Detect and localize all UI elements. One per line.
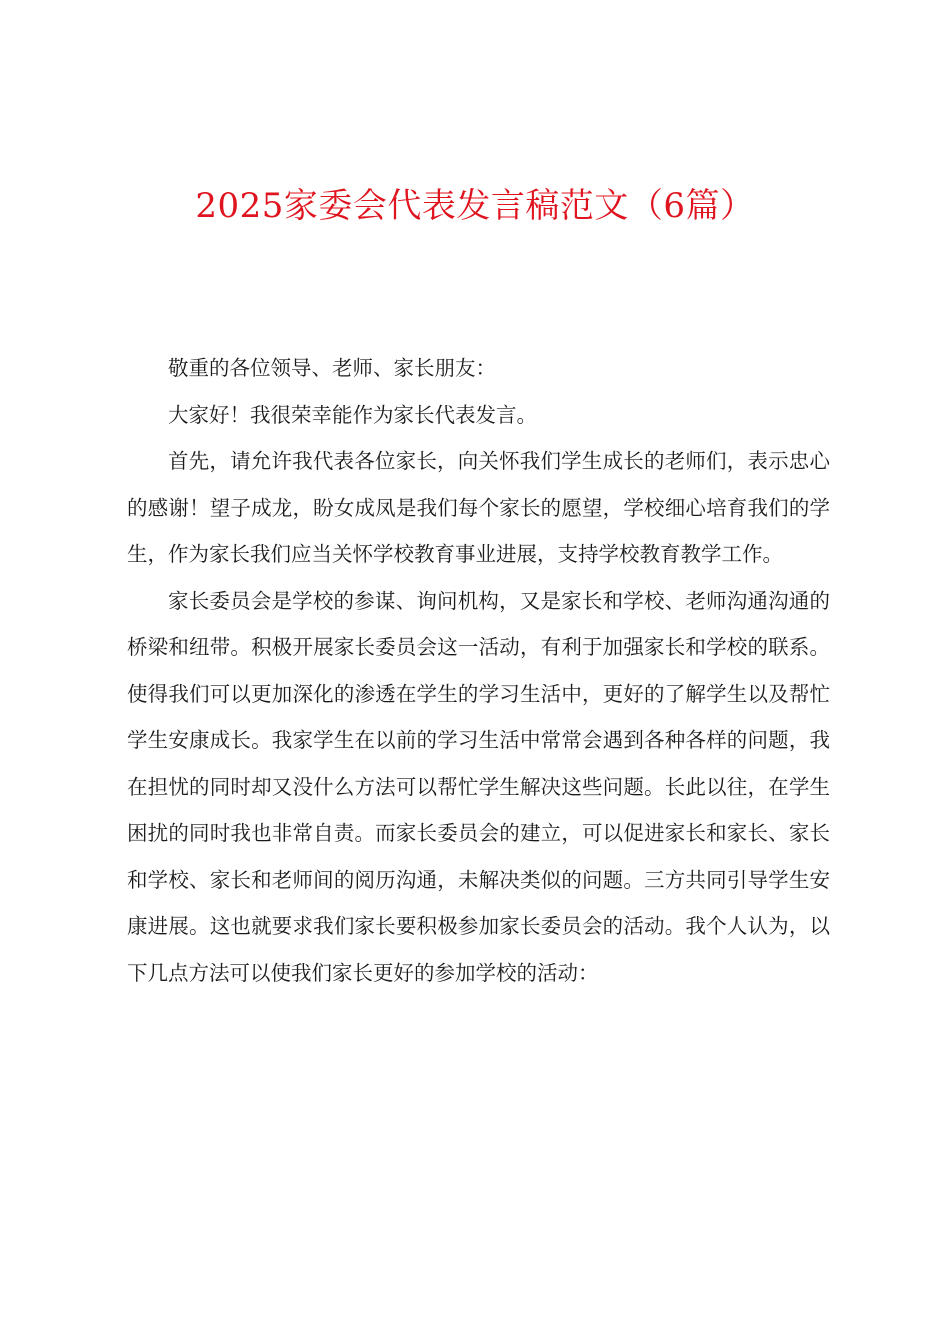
paragraph-committee: 家长委员会是学校的参谋、询问机构，又是家长和学校、老师沟通沟通的桥梁和纽带。积极开展家长委员会这一活动，有利于加强家长和学校的联系。使得我们可以更加深化的渗透在学生的学习生活中，更好的了解学生以及帮忙学生安康成长。我家学生在以前的学习生活中常常会遇到各种各样的问题，我在担忧的同时却又没什么方法可以帮忙学生解决这些问题。长此以往，在学生困扰的同时我也非常自责。而家长委员会的建立，可以促进家长和家长、家长和学校、家长和老师间的阅历沟通，未解决类似的问题。三方共同引导学生安康进展。这也就要求我们家长要积极参加家长委员会的活动。我个人认为，以下几点方法可以使我们家长更好的参加学校的活动： (127, 588, 830, 985)
paragraph-greeting: 大家好！我很荣幸能作为家长代表发言。 (168, 402, 537, 427)
document-body (127, 345, 830, 996)
paragraph-salutation: 敬重的各位领导、老师、家长朋友： (168, 356, 496, 380)
paragraph-thanks: 首先，请允许我代表各位家长，向关怀我们学生成长的老师们，表示忠心的感谢！望子成龙，盼女成凤是我们每个家长的愿望，学校细心培育我们的学生，作为家长我们应当关怀学校教育事业进展，支持学校教育教学工作。 (127, 449, 830, 566)
document-title: 2025家委会代表发言稿范文（6篇） (195, 186, 755, 226)
